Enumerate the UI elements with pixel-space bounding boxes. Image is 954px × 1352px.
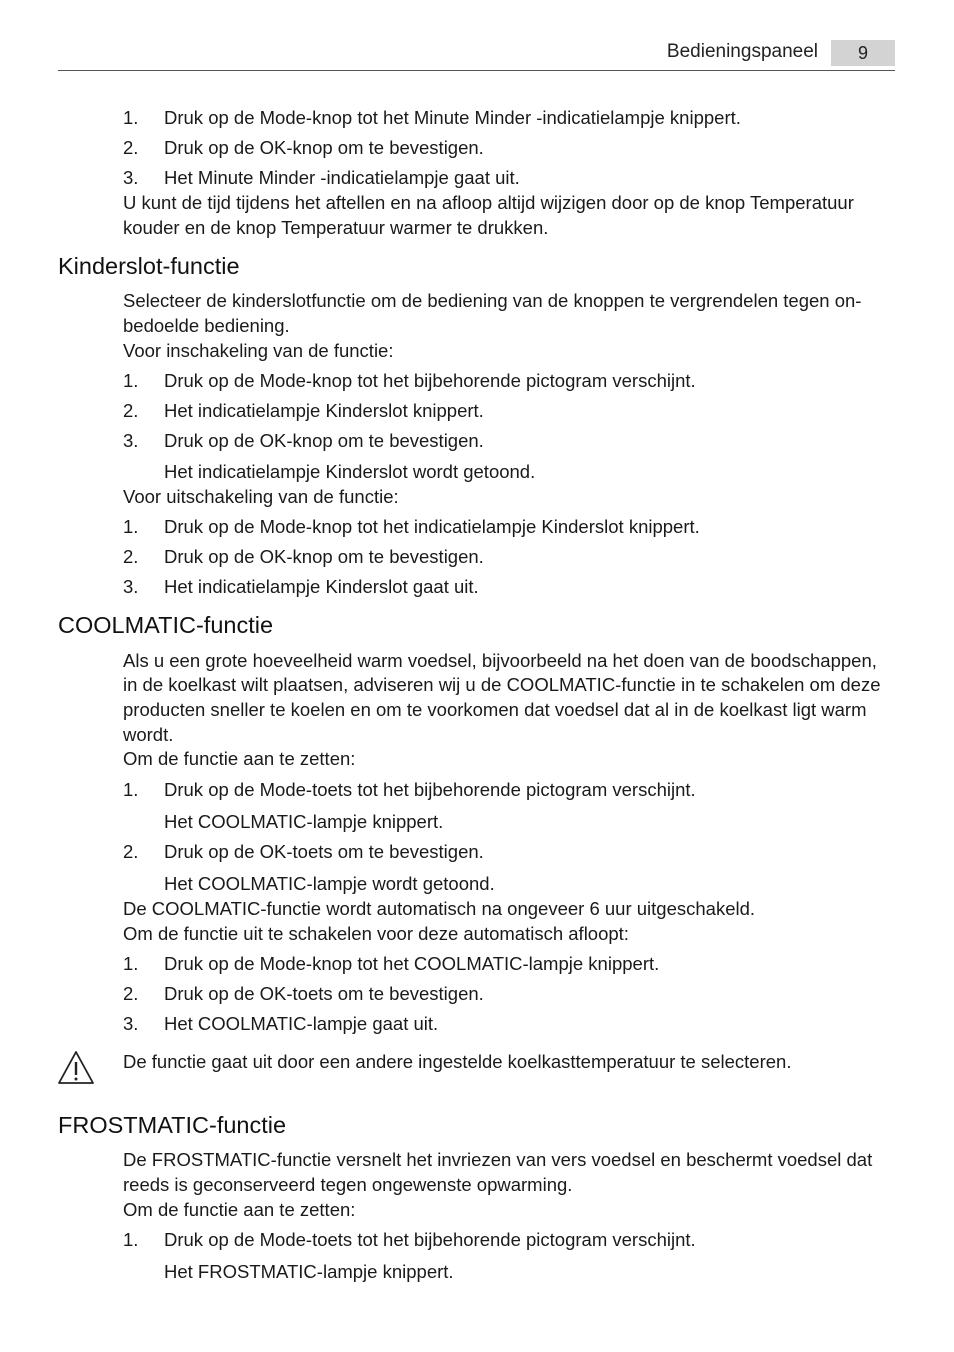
step-number: 3. <box>123 167 139 188</box>
step-text: Het COOLMATIC-lampje gaat uit. <box>164 1013 439 1034</box>
step-text: Druk op de OK-knop om te bevestigen. <box>164 137 484 158</box>
instruction-label: Om de functie aan te zetten: <box>123 1199 356 1220</box>
step-number: 1. <box>123 779 139 800</box>
paragraph-line: producten sneller te koelen en om te voorkomen dat voedsel dat al in de koelkast ligt warm <box>123 699 867 720</box>
paragraph-line: kouder en de knop Temperatuur warmer te drukken. <box>123 217 549 238</box>
page-number: 9 <box>831 40 895 66</box>
warning-icon <box>57 1050 95 1085</box>
paragraph-line: wordt. <box>123 724 174 745</box>
step-number: 2. <box>123 841 139 862</box>
instruction-label: Om de functie aan te zetten: <box>123 748 356 769</box>
step-text: Het indicatielampje Kinderslot gaat uit. <box>164 576 479 597</box>
step-number: 2. <box>123 546 139 567</box>
step-number: 3. <box>123 576 139 597</box>
instruction-label: Voor inschakeling van de functie: <box>123 340 394 361</box>
instruction-label: Om de functie uit te schakelen voor deze automatisch afloopt: <box>123 923 629 944</box>
instruction-label: Voor uitschakeling van de functie: <box>123 486 399 507</box>
step-text: Het Minute Minder -indicatielampje gaat uit. <box>164 167 520 188</box>
step-number: 1. <box>123 953 139 974</box>
paragraph-line: Als u een grote hoeveelheid warm voedsel, bijvoorbeeld na het doen van de boodschappen, <box>123 650 877 671</box>
step-number: 2. <box>123 983 139 1004</box>
step-number: 1. <box>123 1229 139 1250</box>
step-number: 3. <box>123 1013 139 1034</box>
step-number: 2. <box>123 400 139 421</box>
step-result: Het indicatielampje Kinderslot wordt getoond. <box>164 461 536 482</box>
step-text: Druk op de Mode-knop tot het COOLMATIC-lampje knippert. <box>164 953 660 974</box>
paragraph-line: bedoelde bediening. <box>123 315 290 336</box>
step-result: Het COOLMATIC-lampje wordt getoond. <box>164 873 495 894</box>
step-result: Het FROSTMATIC-lampje knippert. <box>164 1261 454 1282</box>
step-text: Druk op de Mode-toets tot het bijbehorende pictogram verschijnt. <box>164 779 696 800</box>
paragraph-line: reeds is geconserveerd tegen ongewenste opwarming. <box>123 1174 573 1195</box>
step-text: Druk op de Mode-knop tot het bijbehorende pictogram verschijnt. <box>164 370 696 391</box>
paragraph-line: De COOLMATIC-functie wordt automatisch na ongeveer 6 uur uitgeschakeld. <box>123 898 756 919</box>
step-text: Druk op de OK-knop om te bevestigen. <box>164 546 484 567</box>
warning-text: De functie gaat uit door een andere ingestelde koelkasttemperatuur te selecteren. <box>123 1051 792 1072</box>
step-text: Het indicatielampje Kinderslot knippert. <box>164 400 484 421</box>
paragraph-line: U kunt de tijd tijdens het aftellen en na afloop altijd wijzigen door op de knop Temperatuur <box>123 192 854 213</box>
step-result: Het COOLMATIC-lampje knippert. <box>164 811 444 832</box>
paragraph-line: in de koelkast wilt plaatsen, adviseren wij u de COOLMATIC-functie in te schakelen om deze <box>123 674 881 695</box>
step-number: 2. <box>123 137 139 158</box>
step-text: Druk op de OK-toets om te bevestigen. <box>164 983 484 1004</box>
paragraph-line: Selecteer de kinderslotfunctie om de bediening van de knoppen te vergrendelen tegen on- <box>123 290 862 311</box>
step-text: Druk op de OK-toets om te bevestigen. <box>164 841 484 862</box>
section-heading-coolmatic: COOLMATIC-functie <box>58 612 274 638</box>
section-heading-kinderslot: Kinderslot-functie <box>58 253 240 279</box>
section-title: Bedieningspaneel <box>666 41 818 62</box>
step-number: 1. <box>123 516 139 537</box>
step-text: Druk op de OK-knop om te bevestigen. <box>164 430 484 451</box>
step-text: Druk op de Mode-knop tot het Minute Minder -indicatielampje knippert. <box>164 107 741 128</box>
step-number: 3. <box>123 430 139 451</box>
page-header <box>0 0 954 72</box>
section-heading-frostmatic: FROSTMATIC-functie <box>58 1112 287 1138</box>
header-divider <box>58 70 895 71</box>
paragraph-line: De FROSTMATIC-functie versnelt het invriezen van vers voedsel en beschermt voedsel dat <box>123 1149 873 1170</box>
step-number: 1. <box>123 370 139 391</box>
step-number: 1. <box>123 107 139 128</box>
step-text: Druk op de Mode-toets tot het bijbehorende pictogram verschijnt. <box>164 1229 696 1250</box>
step-text: Druk op de Mode-knop tot het indicatielampje Kinderslot knippert. <box>164 516 700 537</box>
